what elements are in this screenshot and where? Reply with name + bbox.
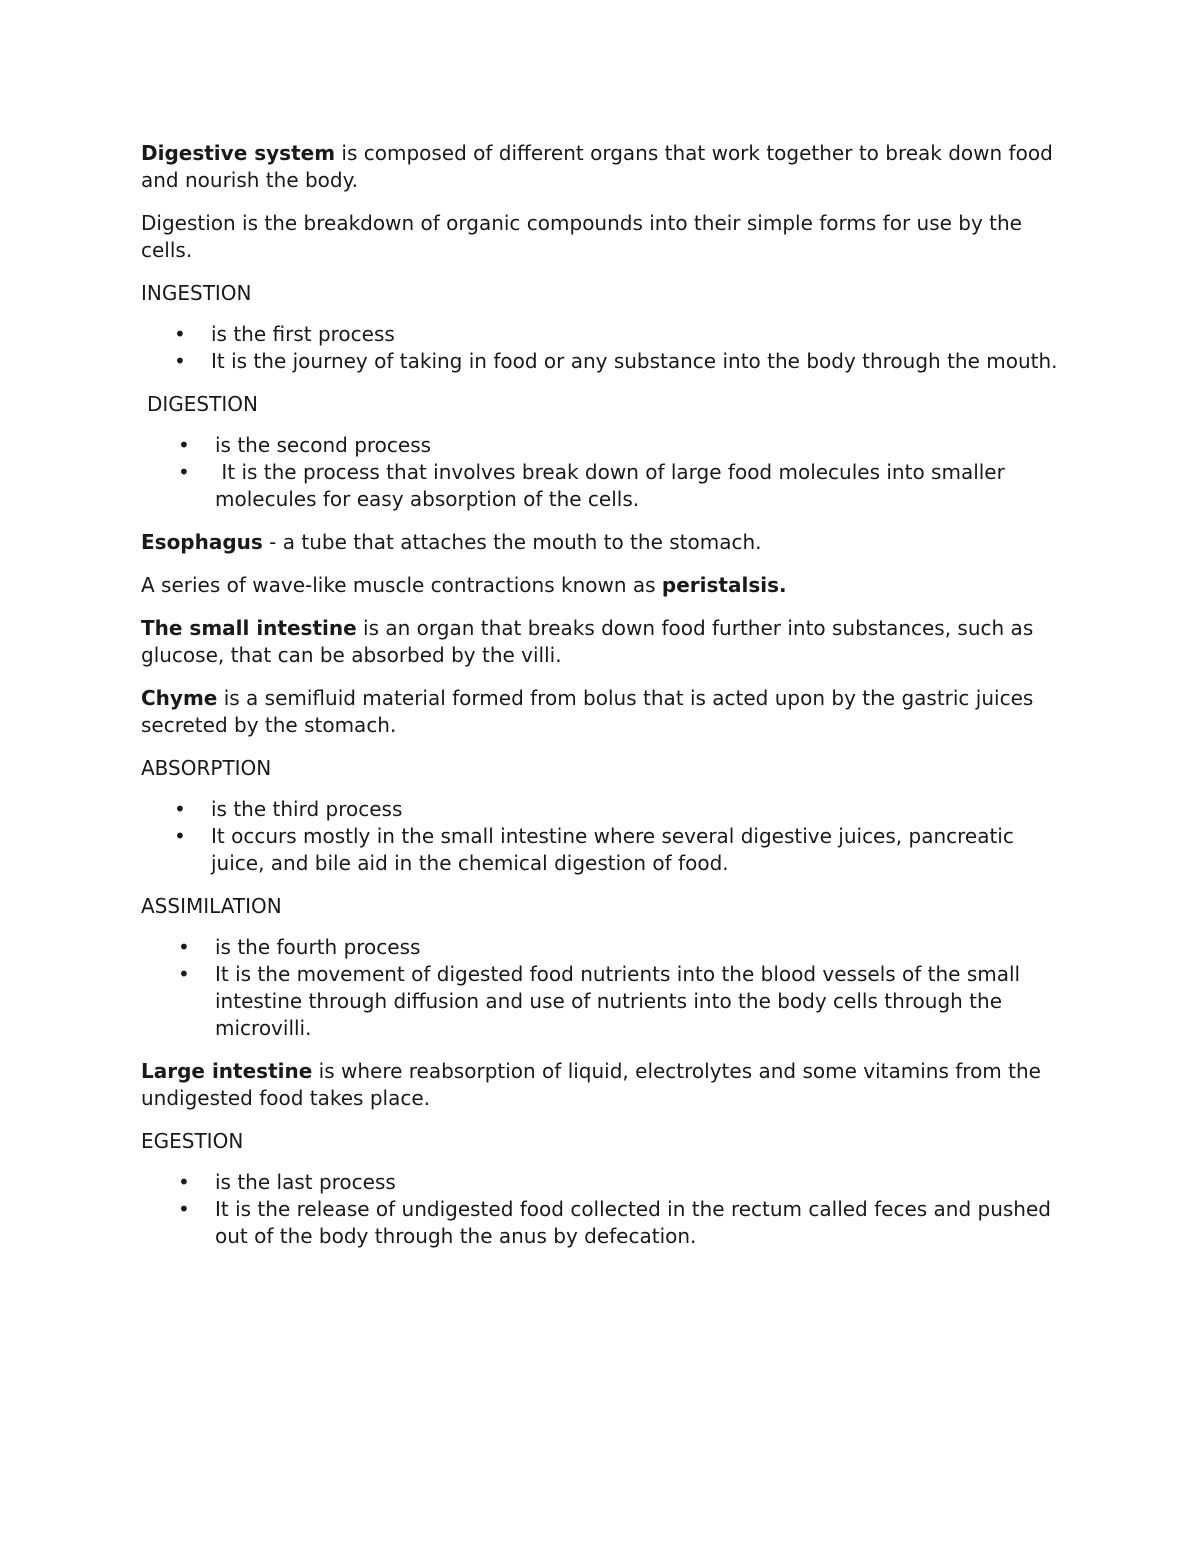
absorption-heading: ABSORPTION — [141, 756, 272, 780]
esophagus-paragraph — [141, 529, 1061, 556]
bullet-icon: • — [174, 349, 186, 373]
bullet-icon: • — [174, 322, 186, 346]
list-item — [141, 432, 1061, 459]
peristalsis-text: A series of wave-like muscle contractions known as — [141, 573, 662, 597]
list-item-text: is the first process — [211, 322, 395, 346]
chyme-text: is a semifluid material formed from bolus that is acted upon by the gastric juices secreted by the stomach. — [141, 686, 1034, 737]
list-item — [141, 1196, 1061, 1250]
assimilation-heading: ASSIMILATION — [141, 894, 282, 918]
small-intestine-text: is an organ that breaks down food further into substances, such as glucose, that can be absorbed by the villi. — [141, 616, 1034, 667]
bullet-icon: • — [178, 962, 190, 986]
esophagus-text: - a tube that attaches the mouth to the stomach. — [262, 530, 762, 554]
list-item-text: is the third process — [211, 797, 403, 821]
egestion-list — [141, 1169, 1061, 1250]
digestion-heading: DIGESTION — [147, 392, 258, 416]
egestion-heading: EGESTION — [141, 1129, 244, 1153]
list-item — [141, 1169, 1061, 1196]
ingestion-list — [141, 321, 1061, 375]
list-item-text: It occurs mostly in the small intestine where several digestive juices, pancreatic juice, and bile aid in the chemical digestion of food. — [211, 824, 1014, 875]
list-item — [141, 796, 1061, 823]
list-item — [141, 321, 1061, 348]
bullet-icon: • — [178, 460, 190, 484]
bullet-icon: • — [174, 824, 186, 848]
digestion-list — [141, 432, 1061, 513]
list-item-text: is the second process — [215, 433, 432, 457]
list-item — [141, 961, 1061, 1042]
list-item-text: is the fourth process — [215, 935, 421, 959]
list-item — [141, 348, 1061, 375]
chyme-paragraph — [141, 685, 1061, 739]
peristalsis-term: peristalsis. — [661, 573, 787, 597]
esophagus-term: Esophagus — [141, 530, 263, 554]
list-item-text: It is the journey of taking in food or any substance into the body through the mouth. — [211, 349, 1058, 373]
assimilation-list — [141, 934, 1061, 1042]
peristalsis-paragraph — [141, 572, 1061, 599]
intro-paragraph — [141, 140, 1061, 194]
large-intestine-paragraph — [141, 1058, 1061, 1112]
bullet-icon: • — [178, 1197, 190, 1221]
bullet-icon: • — [178, 935, 190, 959]
list-item-text: It is the process that involves break down of large food molecules into smaller molecules for easy absorption of the cells. — [215, 460, 1012, 511]
large-intestine-term: Large intestine — [141, 1059, 313, 1083]
large-intestine-text: is where reabsorption of liquid, electrolytes and some vitamins from the undigested food takes place. — [141, 1059, 1041, 1110]
bullet-icon: • — [178, 1170, 190, 1194]
list-item — [141, 459, 1061, 513]
list-item-text: It is the movement of digested food nutrients into the blood vessels of the small intestine through diffusion and use of nutrients into the body cells through the microvilli. — [215, 962, 1021, 1040]
absorption-list — [141, 796, 1061, 877]
ingestion-heading: INGESTION — [141, 281, 252, 305]
intro-term: Digestive system — [141, 141, 336, 165]
small-intestine-paragraph — [141, 615, 1061, 669]
list-item — [141, 934, 1061, 961]
list-item-text: It is the release of undigested food collected in the rectum called feces and pushed out of the body through the anus by defecation. — [215, 1197, 1051, 1248]
document-body — [141, 140, 1061, 1266]
intro-text: is composed of different organs that work together to break down food and nourish the body. — [141, 141, 1053, 192]
list-item — [141, 823, 1061, 877]
definition-paragraph: Digestion is the breakdown of organic compounds into their simple forms for use by the cells. — [141, 211, 1022, 262]
bullet-icon: • — [178, 433, 190, 457]
bullet-icon: • — [174, 797, 186, 821]
chyme-term: Chyme — [141, 686, 218, 710]
small-intestine-term: The small intestine — [141, 616, 357, 640]
list-item-text: is the last process — [215, 1170, 396, 1194]
